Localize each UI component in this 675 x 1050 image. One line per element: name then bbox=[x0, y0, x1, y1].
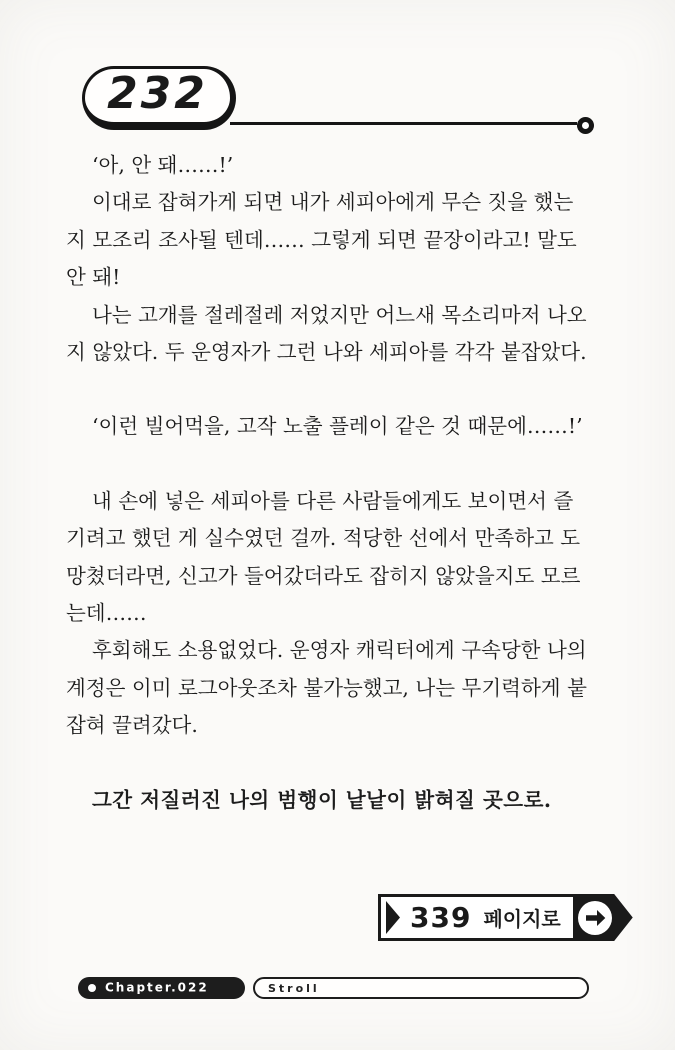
goto-page-banner-box bbox=[378, 894, 576, 941]
paragraph: 이대로 잡혀가게 되면 내가 세피아에게 무슨 짓을 했는지 모조리 조사될 텐데…… 그렇게 되면 끝장이라고! 말도 안 돼! bbox=[66, 190, 577, 290]
paragraph: ‘아, 안 돼……!’ bbox=[92, 153, 234, 177]
header-rule bbox=[230, 122, 577, 125]
paragraph-quote: ‘이런 빌어먹을, 고작 노출 플레이 같은 것 때문에……!’ bbox=[92, 414, 583, 439]
chapter-badge bbox=[78, 977, 245, 999]
goto-page-label: 페이지로 bbox=[483, 907, 561, 931]
banner-arrowhead bbox=[575, 894, 633, 941]
page-number-badge bbox=[82, 66, 236, 130]
goto-page-number: 339 bbox=[410, 901, 472, 934]
paragraph: 나는 고개를 절레절레 저었지만 어느새 목소리마저 나오지 않았다. 두 운영자가 그런 나와 세피아를 각각 붙잡았다. bbox=[66, 302, 587, 365]
goto-page-banner[interactable] bbox=[378, 894, 633, 941]
paragraph: 후회해도 소용없었다. 운영자 캐릭터에게 구속당한 나의 계정은 이미 로그아웃조차 불가능했고, 나는 무기력하게 붙잡혀 끌려갔다. bbox=[66, 638, 587, 738]
banner-tail-chevron-icon bbox=[386, 901, 400, 934]
body-text bbox=[66, 147, 593, 819]
page-number: 232 bbox=[107, 68, 208, 119]
chapter-dot-icon bbox=[88, 984, 96, 992]
paragraph-emphasis: 그간 저질러진 나의 범행이 낱낱이 밝혀질 곳으로. bbox=[92, 787, 552, 812]
section-label: Stroll bbox=[268, 981, 320, 995]
paragraph: 내 손에 넣은 세피아를 다른 사람들에게도 보이면서 즐기려고 했던 게 실수였던 걸까. 적당한 선에서 만족하고 도망쳤더라면, 신고가 들어갔더라도 잡히지 않았을지도 모르는데…… bbox=[66, 488, 581, 626]
header-rule-end-ring-icon bbox=[577, 117, 594, 134]
arrow-right-icon bbox=[578, 901, 612, 935]
chapter-label: Chapter.022 bbox=[105, 980, 209, 995]
section-pill bbox=[253, 977, 589, 999]
